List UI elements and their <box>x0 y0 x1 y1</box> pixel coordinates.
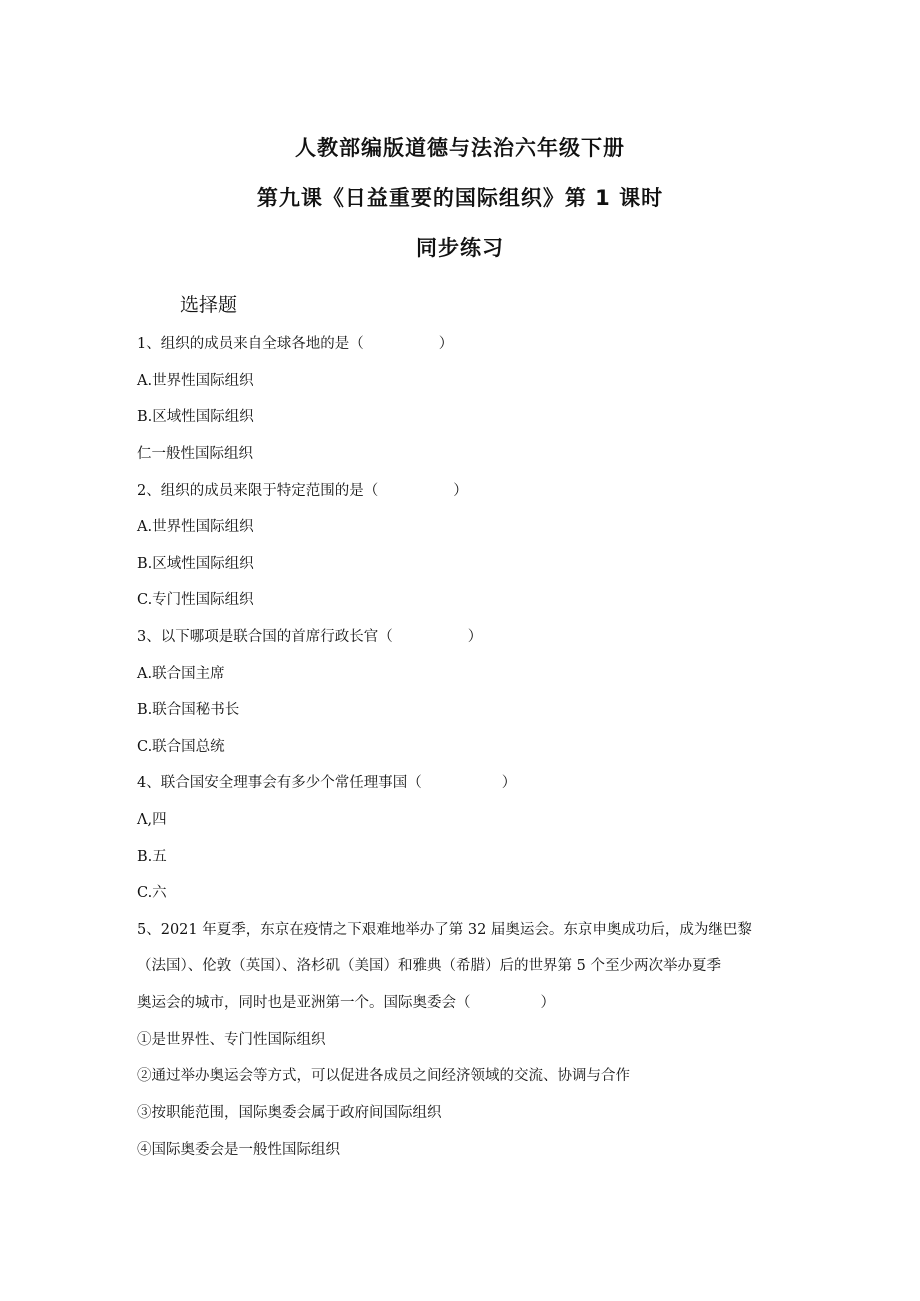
question-close-paren: ） <box>501 775 517 791</box>
exercise-title: 同步练习 <box>416 236 504 260</box>
question-2-option-b: B.区域性国际组织 <box>137 556 254 572</box>
question-1-option-c: 仁一般性国际组织 <box>137 446 253 462</box>
question-2-option-c: C.专门性国际组织 <box>137 592 254 608</box>
question-4-option-b: B.五 <box>137 849 167 865</box>
question-5-statement-4: ④国际奥委会是一般性国际组织 <box>137 1142 340 1158</box>
question-stem-text: 奥运会的城市，同时也是亚洲第一个。国际奥委会（ <box>137 995 471 1011</box>
question-5-line-2: （法国）、伦敦（英国）、洛杉矶（美国）和雅典（希腊）后的世界第 5 个至少两次举办夏季 <box>137 958 721 974</box>
question-4-option-c: C.六 <box>137 885 167 901</box>
question-1-option-b: B.区域性国际组织 <box>137 409 254 425</box>
lesson-title: 第九课《日益重要的国际组织》第 1 课时 <box>256 186 664 210</box>
question-close-paren: ） <box>540 995 555 1011</box>
question-5-statement-3: ③按职能范围，国际奥委会属于政府间国际组织 <box>137 1105 442 1121</box>
document-title: 人教部编版道德与法治六年级下册 <box>295 136 625 160</box>
question-5-line-1: 5、2021 年夏季，东京在疫情之下艰难地举办了第 32 届奥运会。东京申奥成功后，成为继巴黎 <box>137 922 752 938</box>
question-1-option-a: A.世界性国际组织 <box>137 373 254 389</box>
question-3-option-a: A.联合国主席 <box>137 666 225 682</box>
section-heading: 选择题 <box>180 294 238 316</box>
question-stem-text: 2、组织的成员来限于特定范围的是（ <box>137 483 379 499</box>
question-close-paren: ） <box>453 483 468 499</box>
question-4-option-a: Λ,四 <box>137 812 167 828</box>
question-stem-text: 4、联合国安全理事会有多少个常任理事国（ <box>137 775 422 791</box>
question-1-stem <box>137 332 453 353</box>
question-stem-text: 3、以下哪项是联合国的首席行政长官（ <box>137 629 393 645</box>
question-5-statement-1: ①是世界性、专门性国际组织 <box>137 1032 326 1048</box>
question-2-option-a: A.世界性国际组织 <box>137 519 254 535</box>
question-close-paren: ） <box>467 629 483 645</box>
question-2-stem <box>137 479 468 500</box>
question-4-stem <box>137 771 516 792</box>
question-3-option-b: B.联合国秘书长 <box>137 702 240 718</box>
question-stem-text: 1、组织的成员来自全球各地的是（ <box>137 336 364 352</box>
question-5-statement-2: ②通过举办奥运会等方式，可以促进各成员之间经济领域的交流、协调与合作 <box>137 1068 630 1084</box>
question-close-paren: ） <box>438 336 454 352</box>
question-3-option-c: C.联合国总统 <box>137 739 225 755</box>
question-5-line-3 <box>137 991 555 1012</box>
question-3-stem <box>137 625 482 646</box>
